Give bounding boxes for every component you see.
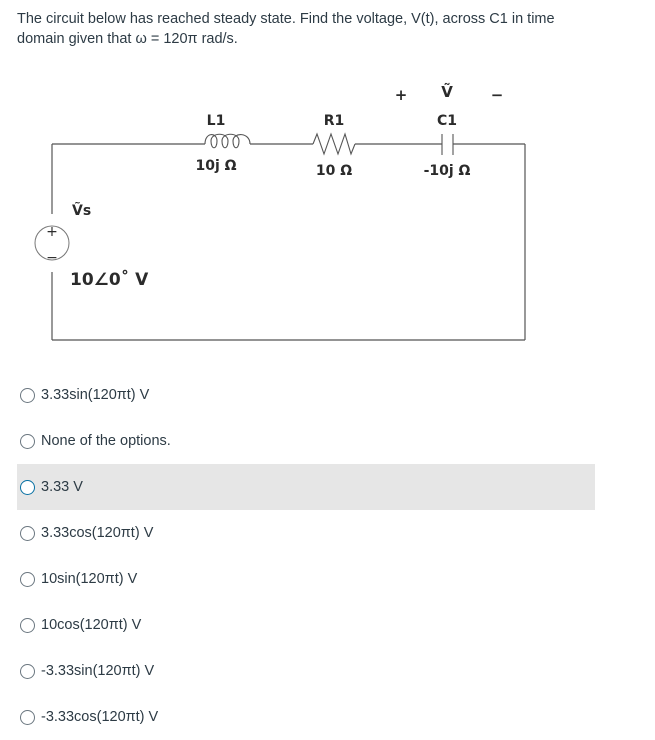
capacitor-minus-sign: −	[490, 86, 504, 104]
source-plus-sign: +	[46, 224, 58, 240]
resistor-value: 10 Ω	[315, 163, 353, 179]
radio-button[interactable]	[20, 710, 35, 725]
answer-option[interactable]	[17, 556, 595, 602]
source-label: Ṽs	[72, 203, 92, 219]
radio-button[interactable]	[20, 526, 35, 541]
answer-option[interactable]	[17, 418, 595, 464]
answer-option-highlighted[interactable]	[17, 464, 595, 510]
answer-option-label: 10cos(120πt) V	[41, 617, 142, 633]
answer-option-label: 3.33cos(120πt) V	[41, 525, 154, 541]
answer-option[interactable]	[17, 648, 595, 694]
inductor-l1	[205, 134, 250, 148]
answer-option[interactable]	[17, 694, 595, 740]
question-line-2: domain given that ω = 120π rad/s.	[17, 31, 238, 47]
radio-button[interactable]	[20, 664, 35, 679]
capacitor-c1	[442, 134, 453, 155]
voltage-source	[35, 224, 69, 266]
answer-option-label: None of the options.	[41, 433, 171, 449]
radio-button[interactable]	[20, 572, 35, 587]
capacitor-name: C1	[436, 113, 458, 129]
radio-button[interactable]	[20, 480, 35, 495]
answer-option-label: -3.33sin(120πt) V	[41, 663, 155, 679]
answer-option[interactable]	[17, 510, 595, 556]
source-value: 10∠0˚ V	[70, 270, 149, 290]
answer-option-label: 3.33 V	[41, 479, 83, 495]
radio-button[interactable]	[20, 388, 35, 403]
capacitor-plus-sign: +	[394, 86, 408, 104]
inductor-name: L1	[206, 113, 226, 129]
answer-option-label: 10sin(120πt) V	[41, 571, 138, 587]
resistor-r1	[313, 134, 355, 154]
question-line-1: The circuit below has reached steady state. Find the voltage, V(t), across C1 in time	[17, 11, 555, 27]
answer-option-label: -3.33cos(120πt) V	[41, 709, 159, 725]
answer-option[interactable]	[17, 372, 595, 418]
answer-options	[17, 372, 595, 740]
inductor-value: 10j Ω	[195, 158, 237, 174]
radio-button[interactable]	[20, 434, 35, 449]
answer-option[interactable]	[17, 602, 595, 648]
capacitor-value: -10j Ω	[423, 163, 471, 179]
answer-option-label: 3.33sin(120πt) V	[41, 387, 150, 403]
capacitor-voltage-label: Ṽ	[441, 83, 453, 101]
source-minus-sign: −	[46, 250, 58, 266]
radio-button[interactable]	[20, 618, 35, 633]
resistor-name: R1	[323, 113, 345, 129]
